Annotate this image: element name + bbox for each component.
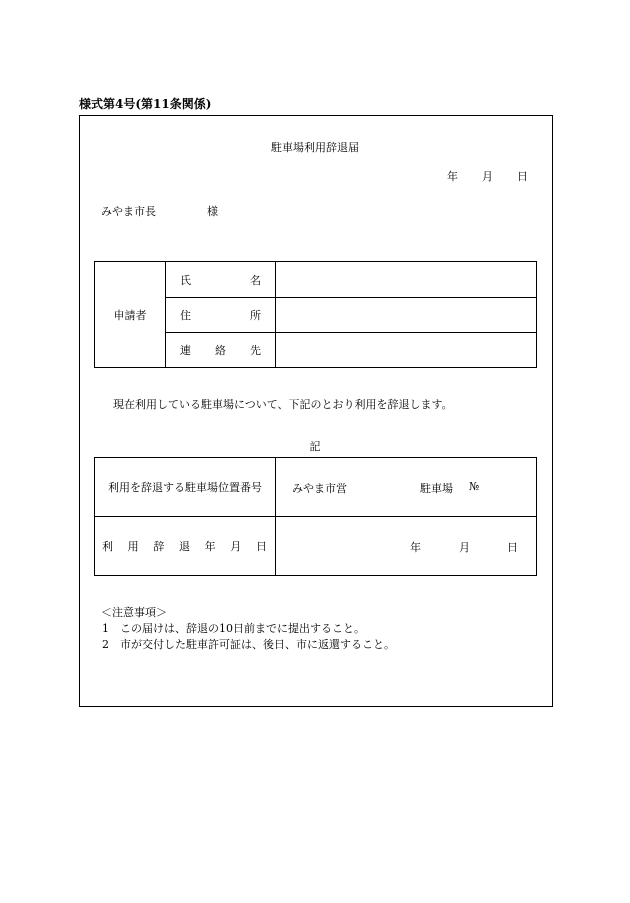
addressee-honorific: 様 [207,205,218,218]
date-year-label: 年 [447,170,458,183]
addressee-name: みやま市長 [101,205,156,218]
address-label: 住 所 [166,298,276,333]
parking-number-field[interactable] [276,458,537,517]
date-day-label: 日 [517,170,528,183]
body-text: 現在利用している駐車場について、下記のとおり利用を辞退します。 [113,398,453,411]
note-text: この届けは、辞退の10日前までに提出すること。 [120,622,365,635]
applicant-group-label: 申請者 [95,262,166,368]
contact-field[interactable] [276,333,537,368]
cancel-date-label: 利 用 辞 退 年 月 日 [95,517,276,576]
form-number: 様式第4号(第11条関係) [79,97,212,111]
parking-number-label: 利用を辞退する駐車場位置番号 [95,458,276,517]
note-text: 市が交付した駐車許可証は、後日、市に返還すること。 [120,638,395,651]
note-number: 1 [102,622,109,635]
name-label: 氏 名 [166,262,276,298]
cancel-date-year-label: 年 [410,541,421,554]
cancel-date-month-label: 月 [459,541,470,554]
contact-label: 連 絡 先 [166,333,276,368]
applicant-table [94,261,537,368]
cancel-date-day-label: 日 [507,541,518,554]
notes-heading: ＜注意事項＞ [101,606,167,619]
ki-heading: 記 [309,440,321,453]
detail-table [94,457,537,576]
parking-municipal-text: みやま市営 [292,482,347,495]
note-item-1 [102,620,365,636]
address-field[interactable] [276,298,537,333]
document-title: 駐車場利用辞退届 [271,141,359,154]
note-number: 2 [102,638,109,651]
name-field[interactable] [276,262,537,298]
cancel-date-field[interactable] [276,517,537,576]
parking-lot-text: 駐車場 [420,482,453,495]
parking-no-symbol: № [469,480,480,493]
date-month-label: 月 [482,170,493,183]
note-item-2 [102,636,395,652]
